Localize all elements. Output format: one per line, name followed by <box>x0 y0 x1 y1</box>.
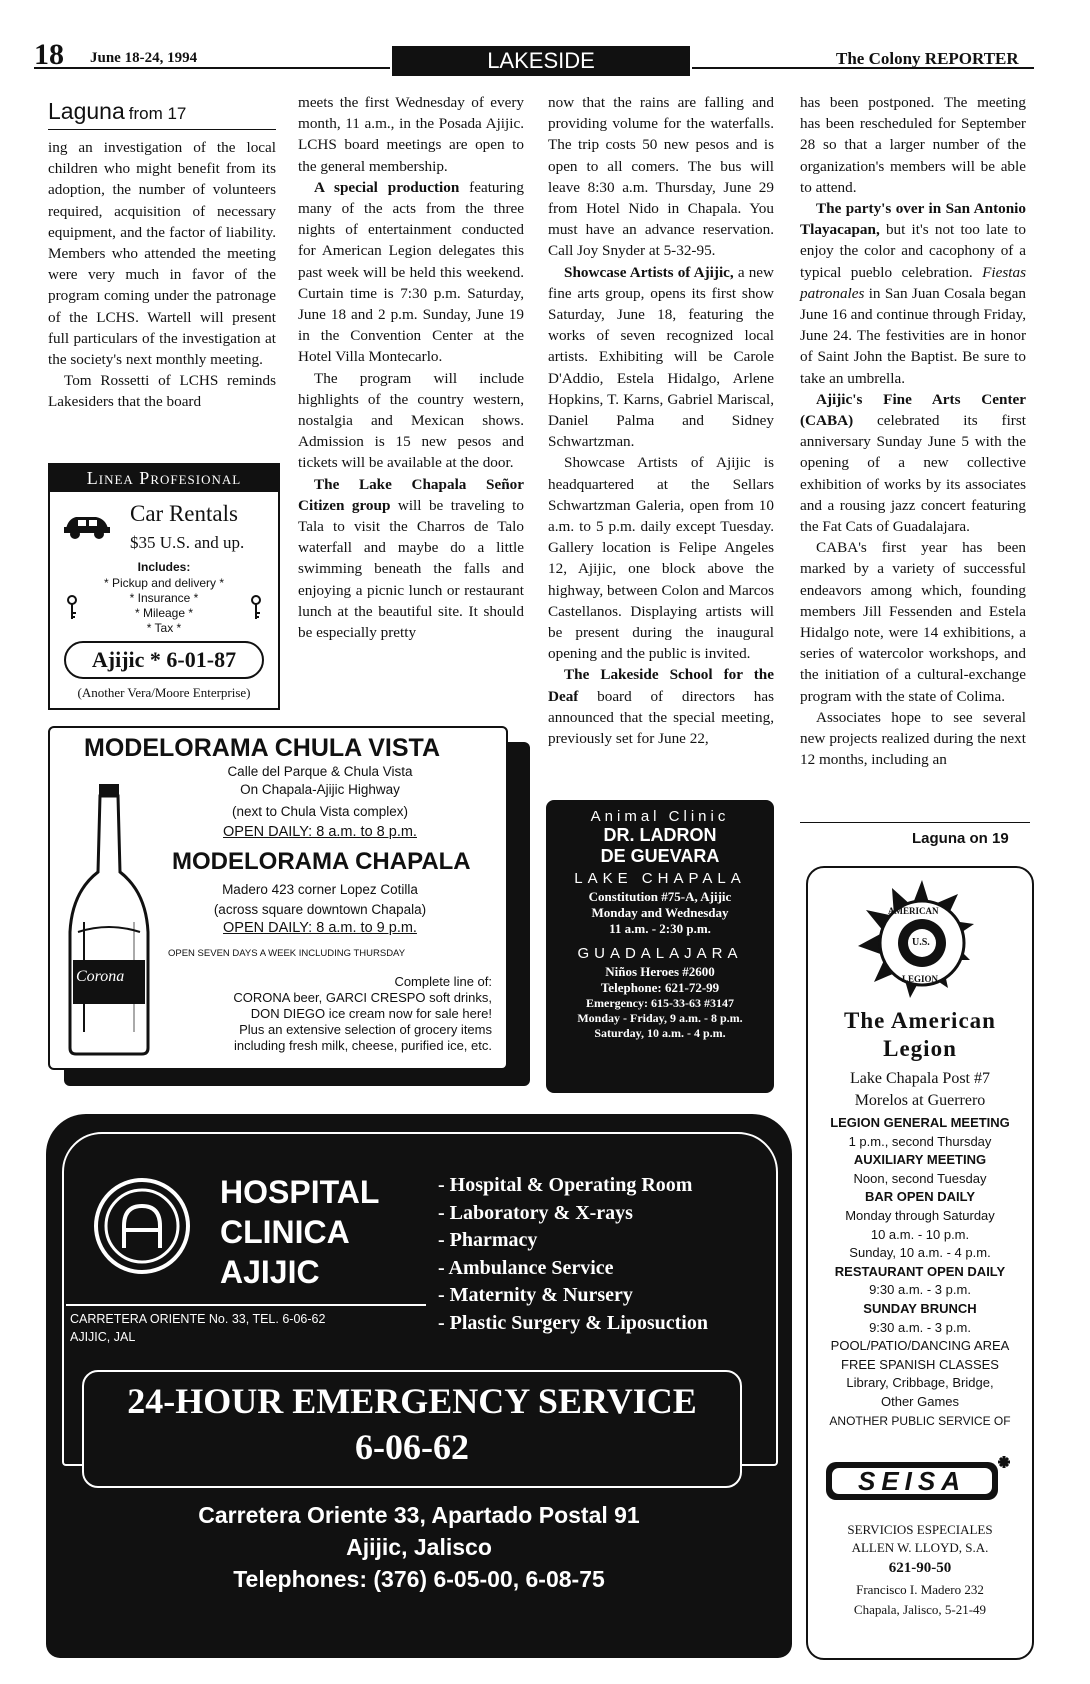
services-list <box>438 1172 708 1338</box>
product-line: including fresh milk, cheese, purified ice, etc. <box>234 1038 492 1053</box>
hospital-name: AJIJIC <box>220 1254 320 1290</box>
service-item: - Hospital & Operating Room <box>438 1174 693 1196</box>
clinic-city: LAKE CHAPALA <box>574 870 746 887</box>
ad-title-bar <box>50 465 278 492</box>
schedule-time: 10 a.m. - 10 p.m. <box>870 1226 970 1242</box>
section-banner <box>392 46 690 76</box>
american-legion-ad <box>806 866 1034 1660</box>
schedule-time: 9:30 a.m. - 3 p.m. <box>869 1319 971 1335</box>
service-item: - Pharmacy <box>438 1229 538 1252</box>
paragraph: ing an investigation of the local children who might benefit from its adoption, the number of volunteers required, acquisition of necessary equipment, and the factor of liability. Members who attended the meeting were very much in favor of the program coming under the patronage of the LCHS. Wartell will present full particulars of the investigation at the society's next monthly meeting. <box>48 139 276 369</box>
seisa-logo <box>822 1454 1018 1506</box>
product-line: Complete line of: <box>394 974 492 989</box>
address-line: Madero 423 corner Lopez Cotilla <box>222 882 418 897</box>
clinic-line: Animal Clinic <box>590 808 730 825</box>
paragraph <box>548 664 774 749</box>
service-item: - Plastic Surgery & Liposuction <box>438 1311 708 1334</box>
amenity: FREE SPANISH CLASSES <box>841 1356 999 1372</box>
paragraph: has been postponed. The meeting has been rescheduled for September 28 so that a larger number of the organization's members will be able to attend. <box>800 94 1026 196</box>
product-line: Plus an extensive selection of grocery items <box>239 1022 492 1037</box>
enterprise-note: (Another Vera/Moore Enterprise) <box>77 685 251 700</box>
paragraph-body: a new fine arts group, opens its first show Saturday, June 18, featuring the works of seven recognized local artists. Exhibiting will be Carole D'Addio, Estela Hidalgo, Arlene Hopkins, T. Karns, Gabriel Mariscal, Daniel Palma and Sidney Schwartzman. <box>548 263 775 451</box>
column-3 <box>548 92 774 749</box>
clinic-city: GUADALAJARA <box>577 945 743 962</box>
seal-top-text: AMERICAN <box>888 906 939 916</box>
clinic-line: 11 a.m. - 2:30 p.m. <box>609 921 711 936</box>
emergency-box <box>82 1370 742 1488</box>
paragraph <box>800 389 1026 537</box>
ad-title: Linea Profesional <box>86 468 242 488</box>
clinic-line: Monday and Wednesday <box>591 905 729 920</box>
lead-in: The Lakeside School for the Deaf <box>548 666 774 705</box>
open-note: OPEN SEVEN DAYS A WEEK INCLUDING THURSDAY <box>168 948 406 959</box>
paragraph <box>298 177 524 368</box>
schedule-time: Noon, second Tuesday <box>853 1170 987 1186</box>
title-rule <box>48 129 276 130</box>
seal-bottom-text: LEGION <box>902 974 939 984</box>
publication-name: The Colony REPORTER <box>836 49 1019 68</box>
service-name: Car Rentals <box>130 501 238 526</box>
schedule-heading: AUXILIARY MEETING <box>853 1152 987 1168</box>
service-item: - Maternity & Nursery <box>438 1284 633 1307</box>
section-title: LAKESIDE <box>487 48 595 73</box>
schedule-time: Sunday, 10 a.m. - 4 p.m. <box>849 1245 991 1261</box>
address-line: (across square downtown Chapala) <box>213 902 427 917</box>
key-icon <box>250 595 262 621</box>
paragraph-body: but it's not too late to enjoy the color and cacophony of a typical pueblo celebration. <box>800 221 1026 281</box>
schedule-time: Monday through Saturday <box>845 1207 995 1223</box>
hospital-logo-icon <box>90 1174 194 1278</box>
lead-in: The Lake Chapala Señor Citizen group <box>298 475 524 514</box>
hospital-footer: Carretera Oriente 33, Apartado Postal 91 <box>198 1502 640 1528</box>
seal-center-text: U.S. <box>912 937 930 948</box>
schedule-heading: RESTAURANT OPEN DAILY <box>834 1263 1006 1279</box>
hours-line: OPEN DAILY: 8 a.m. to 8 p.m. <box>223 824 417 840</box>
bottle-label: Corona <box>76 968 125 985</box>
rental-phone: Ajijic * 6-01-87 <box>91 647 237 672</box>
includes-label: Includes: <box>137 560 191 574</box>
hospital-name: CLINICA <box>220 1214 350 1250</box>
schedule-time: 1 p.m., second Thursday <box>848 1133 992 1149</box>
lead-in: Ajijic's Fine Arts Center (CABA) <box>800 390 1026 430</box>
column-2 <box>298 92 524 643</box>
paragraph-body: celebrated its first anniversary Sunday June 5 with the opening of a new collective exhibition of works by its associates and a rousing jazz concert featuring the Fat Cats of Guadalajara. <box>800 412 1026 536</box>
clinic-line: Constitution #75-A, Ajijic <box>588 889 732 904</box>
clinic-line: Niños Heroes #2600 <box>605 964 715 979</box>
header-rule <box>34 67 390 69</box>
service-item: - Ambulance Service <box>438 1256 614 1279</box>
service-price: $35 U.S. and up. <box>130 533 245 552</box>
paragraph: meets the first Wednesday of every month, 11 a.m., in the Posada Ajijic. LCHS board meetings are open to the general membership. <box>298 94 524 175</box>
schedule-heading: BAR OPEN DAILY <box>864 1189 976 1205</box>
italic-phrase: Fiestas patronales <box>800 263 1026 302</box>
paragraph-body: board of directors has announced that the special meeting, previously set for June 22, <box>548 687 774 748</box>
hospital-footer: Ajijic, Jalisco <box>346 1534 492 1560</box>
sponsor-line: ALLEN W. LLOYD, S.A. <box>851 1540 989 1555</box>
legion-title: The American <box>844 1008 996 1033</box>
paragraph: Tom Rossetti of LCHS reminds Lakesiders that the board <box>48 372 276 411</box>
address-rule <box>66 1304 426 1306</box>
sponsor-line: Chapala, Jalisco, 5-21-49 <box>853 1602 987 1617</box>
paragraph <box>548 262 774 453</box>
article-title <box>48 98 186 125</box>
paragraph-body: will be traveling to Tala to visit the Charros de Talo waterfall and maybe do a little swimming beneath the falls and enjoying a picnic lunch or restaurant lunch at the beautiful site. It should be especially pretty <box>298 496 524 642</box>
legion-title: Legion <box>883 1036 957 1061</box>
header-rule-right <box>692 67 1034 69</box>
product-line: CORONA beer, GARCI CRESPO soft drinks, <box>233 990 492 1005</box>
sponsor-phone: 621-90-50 <box>888 1560 952 1576</box>
paragraph <box>800 198 1026 389</box>
modelorama-ad <box>48 726 508 1070</box>
hospital-address: CARRETERA ORIENTE No. 33, TEL. 6-06-62 <box>70 1312 326 1326</box>
paragraph: now that the rains are falling and providing volume for the waterfalls. The trip costs 50 new pesos and is open to all comers. The bus will leave 8:30 a.m. Thursday, June 29 from Hotel Nido in Chapala. You must have an advance reservation. Call Joy Snyder at 5-32-95. <box>548 94 774 260</box>
continued-rule <box>800 822 1030 823</box>
service-item: - Laboratory & X-rays <box>438 1201 633 1224</box>
sponsor-line: Francisco I. Madero 232 <box>856 1582 984 1597</box>
amenity: POOL/PATIO/DANCING AREA <box>830 1338 1010 1354</box>
paragraph: CABA's first year has been marked by a variety of successful endeavors among which, founding members Jill Fessenden and Estela Hidalgo note, were 14 exhibitions, a series of watercolor workshops, and the initiation of a cultural-exchange program with the state of Colima. <box>800 539 1026 705</box>
continued-note: Laguna on 19 <box>912 830 1009 847</box>
amenity: Library, Cribbage, Bridge, <box>846 1375 994 1391</box>
legion-schedule <box>808 1114 1032 1430</box>
phone-oval <box>64 641 264 679</box>
schedule-heading: SUNDAY BRUNCH <box>863 1300 977 1316</box>
seisa-logo-text: SEISA <box>857 1466 967 1496</box>
include-item: * Tax * <box>146 621 182 635</box>
article-title-text: Laguna <box>48 98 125 124</box>
column-4 <box>800 92 1026 771</box>
product-line: DON DIEGO ice cream now for sale here! <box>250 1006 492 1021</box>
hours-line: OPEN DAILY: 8 a.m. to 9 p.m. <box>223 920 417 936</box>
schedule-heading: LEGION GENERAL MEETING <box>830 1115 1010 1130</box>
article-title-suffix: from 17 <box>128 104 187 123</box>
address-line: Calle del Parque & Chula Vista <box>227 764 413 779</box>
modelorama-title-1: MODELORAMA CHULA VISTA <box>84 734 440 762</box>
page-number: 18 <box>34 38 64 71</box>
legion-post: Lake Chapala Post #7 <box>850 1070 990 1087</box>
paragraph: The program will include highlights of the country western, nostalgia and Mexican shows. Admission is 15 new pesos and tickets will be available at the door. <box>298 369 524 472</box>
lead-in: A special production <box>314 178 460 196</box>
paragraph: Showcase Artists of Ajijic is headquartered at the Sellars Schwartzman Galeria, open from 10 a.m. to 5 p.m. daily except Tuesday. Gallery location is Felipe Angeles 12, Ajijic, one block above the highway, between Colon and Marcos Castellanos. Displaying artists will be present during the inaugural opening and the public is invited. <box>548 454 774 663</box>
paragraph-body: in San Juan Cosala began June 16 and continue through Friday, June 24. The festivities are in honor of Saint John the Baptist. Be sure to take an umbrella. <box>800 284 1026 387</box>
address-line: (next to Chula Vista complex) <box>231 804 409 819</box>
clinic-doctor: DR. LADRON <box>603 825 717 845</box>
modelorama-title-2: MODELORAMA CHAPALA <box>172 848 471 875</box>
animal-clinic-ad <box>546 800 774 1093</box>
issue-date: June 18-24, 1994 <box>90 50 198 66</box>
lead-in: The party's over in San Antonio Tlayacapan, <box>800 200 1026 239</box>
hospital-name: HOSPITAL <box>220 1174 380 1210</box>
clinic-doctor: DE GUEVARA <box>600 846 720 866</box>
paragraph-body: featuring many of the acts from the three nights of entertainment conducted for American Legion delegates this past week will be held this weekend. Curtain time is 7:30 p.m. Saturday, June 18 and 2 p.m. Sunday, June 19 in the Convention Center at the Hotel Villa Montecarlo. <box>298 178 524 366</box>
clinic-line: Telephone: 621-72-99 <box>600 980 720 995</box>
hospital-footer: Telephones: (376) 6-05-00, 6-08-75 <box>233 1566 605 1592</box>
column-1 <box>48 137 276 413</box>
key-icon <box>66 595 78 621</box>
sponsor-note: ANOTHER PUBLIC SERVICE OF <box>829 1413 1011 1428</box>
legion-address: Morelos at Guerrero <box>854 1092 986 1109</box>
hospital-address: AJIJIC, JAL <box>70 1330 136 1344</box>
clinic-line: Monday - Friday, 9 a.m. - 8 p.m. <box>577 1011 743 1025</box>
hospital-ad <box>46 1114 792 1658</box>
include-item: * Pickup and delivery * <box>103 576 225 590</box>
sponsor-line: SERVICIOS ESPECIALES <box>847 1522 993 1537</box>
lead-in: Showcase Artists of Ajijic, <box>564 263 734 281</box>
clinic-line: Emergency: 615-33-63 #3147 <box>586 996 734 1010</box>
schedule-time: 9:30 a.m. - 3 p.m. <box>869 1282 971 1298</box>
address-line: On Chapala-Ajijic Highway <box>240 782 400 797</box>
emergency-headline: 24-HOUR EMERGENCY SERVICE <box>127 1381 697 1421</box>
clinic-line: Saturday, 10 a.m. - 4 p.m. <box>594 1026 726 1040</box>
beer-bottle-icon <box>64 782 154 1058</box>
include-item: * Insurance * <box>129 591 199 605</box>
car-icon <box>62 507 112 541</box>
emergency-phone: 6-06-62 <box>355 1427 469 1467</box>
amenity: Other Games <box>880 1393 960 1409</box>
include-item: * Mileage * <box>134 606 194 620</box>
paragraph: Associates hope to see several new projects realized during the next 12 months, including an <box>800 708 1026 769</box>
car-rental-ad <box>48 463 280 710</box>
paragraph <box>298 474 524 644</box>
